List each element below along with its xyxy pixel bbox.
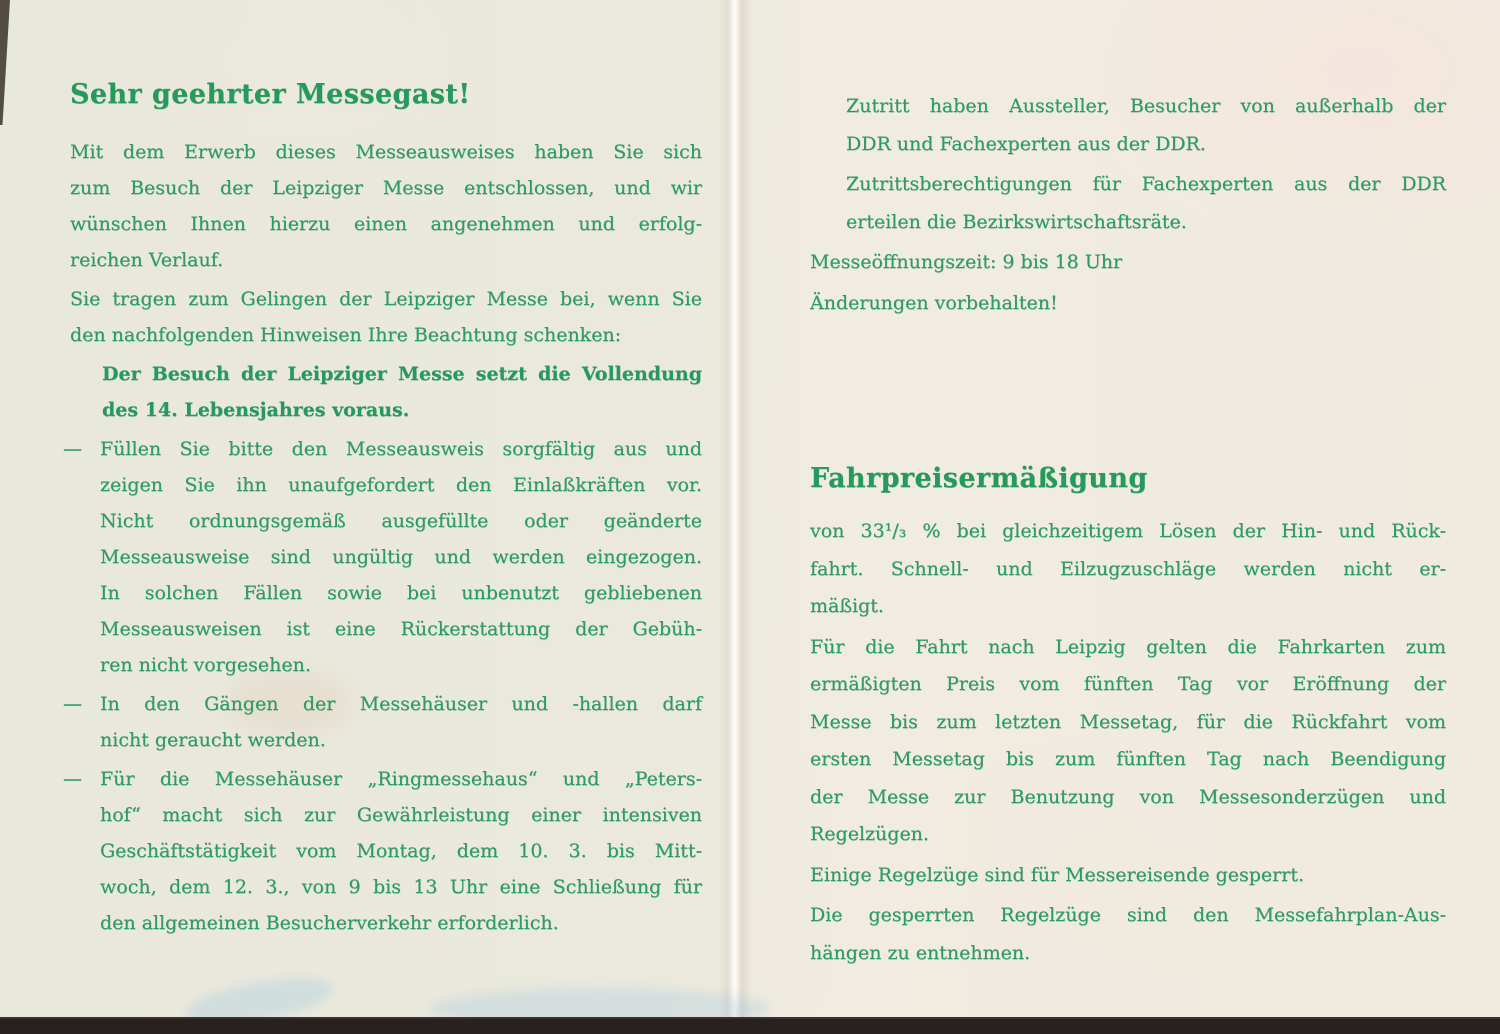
text-line: wünschen Ihnen hierzu einen angenehmen und erfolg- <box>70 213 702 235</box>
text-line: ermäßigten Preis vom fünften Tag vor Eröffnung der <box>810 673 1446 695</box>
text-line: Für die Fahrt nach Leipzig gelten die Fahrkarten zum <box>810 635 1446 658</box>
rule-item-text <box>100 431 702 683</box>
text-line: Zutritt haben Aussteller, Besucher von außerhalb der <box>846 95 1446 117</box>
opening-hours-line: Messeöffnungszeit: 9 bis 18 Uhr <box>810 251 1123 273</box>
fare-reduction-heading: Fahrpreisermäßigung <box>810 463 1148 494</box>
text-line: Regelzügen. <box>810 823 929 845</box>
text-line: Zutrittsberechtigungen für Fachexperten aus der DDR <box>846 173 1446 195</box>
text-line: nicht geraucht werden. <box>100 729 326 751</box>
authorization-paragraph <box>810 166 1446 241</box>
text-line: den allgemeinen Besucherverkehr erforderlich. <box>100 912 559 934</box>
fare-validity-paragraph <box>810 629 1446 854</box>
fare-intro-paragraph <box>810 513 1446 626</box>
intro-paragraph <box>70 134 702 278</box>
scan-edge-corner <box>0 0 10 125</box>
appeal-paragraph <box>70 281 702 353</box>
right-page <box>810 88 1446 975</box>
text-line: Sie tragen zum Gelingen der Leipziger Messe bei, wenn Sie <box>70 288 702 310</box>
text-line: zum Besuch der Leipziger Messe entschlossen, und wir <box>70 177 702 199</box>
text-line: Die gesperrten Regelzüge sind den Messefahrplan-Aus- <box>810 904 1446 926</box>
text-line: Messeausweise sind ungültig und werden eingezogen. <box>100 546 702 568</box>
text-line: Messeausweisen ist eine Rückerstattung der Gebüh- <box>100 618 702 640</box>
rule-item-no-smoking <box>63 686 702 758</box>
text-line: von 33¹/₃ % bei gleichzeitigem Lösen der Hin- und Rück- <box>810 520 1446 542</box>
rule-item-fill-in <box>63 431 702 683</box>
text-line: des 14. Lebensjahres voraus. <box>102 399 410 421</box>
blocked-trains-info-paragraph <box>810 897 1446 972</box>
text-line: Mit dem Erwerb dieses Messeausweises haben Sie sich <box>70 141 702 163</box>
text-line: DDR und Fachexperten aus der DDR. <box>846 132 1206 155</box>
admission-paragraph <box>810 88 1446 163</box>
dash-marker: — <box>63 768 82 790</box>
dash-marker: — <box>63 693 82 715</box>
text-line: ersten Messetag bis zum fünften Tag nach Beendigung <box>810 748 1446 770</box>
text-line: Der Besuch der Leipziger Messe setzt die Vollendung <box>102 363 702 385</box>
scan-edge-bottom <box>0 1017 1500 1034</box>
text-line: ren nicht vorgesehen. <box>100 654 311 676</box>
text-line: mäßigt. <box>810 595 884 617</box>
rule-item-text <box>100 686 702 758</box>
text-line: In solchen Fällen sowie bei unbenutzt gebliebenen <box>100 582 702 604</box>
text-line: zeigen Sie ihn unaufgefordert den Einlaßkräften vor. <box>100 474 702 496</box>
fold-crease <box>718 0 752 1034</box>
left-page <box>63 78 702 944</box>
text-line: der Messe zur Benutzung von Messesonderzügen und <box>810 785 1446 808</box>
dash-marker: — <box>63 438 82 460</box>
text-line: fahrt. Schnell- und Eilzugzuschläge werden nicht er- <box>810 557 1446 580</box>
text-line: Geschäftstätigkeit vom Montag, dem 10. 3. bis Mitt- <box>100 840 702 862</box>
changes-note-line: Änderungen vorbehalten! <box>810 291 1058 314</box>
rule-item-text <box>100 761 702 941</box>
text-line: Füllen Sie bitte den Messeausweis sorgfältig aus und <box>100 438 702 460</box>
text-line: den nachfolgenden Hinweisen Ihre Beachtung schenken: <box>70 324 622 346</box>
greeting-heading: Sehr geehrter Messegast! <box>70 79 471 110</box>
text-line: hängen zu entnehmen. <box>810 941 1031 964</box>
text-line: In den Gängen der Messehäuser und -hallen darf <box>100 693 702 715</box>
text-line: Für die Messehäuser „Ringmessehaus“ und „Peters- <box>100 768 702 790</box>
text-line: hof“ macht sich zur Gewährleistung einer intensiven <box>100 804 702 826</box>
text-line: Nicht ordnungsgemäß ausgefüllte oder geänderte <box>100 510 702 532</box>
text-line: Messe bis zum letzten Messetag, für die Rückfahrt vom <box>810 710 1446 733</box>
text-line: reichen Verlauf. <box>70 249 224 271</box>
text-line: woch, dem 12. 3., von 9 bis 13 Uhr eine Schließung für <box>100 876 702 898</box>
age-requirement-paragraph <box>70 356 702 428</box>
text-line: erteilen die Bezirkswirtschaftsräte. <box>846 210 1187 233</box>
blocked-trains-line: Einige Regelzüge sind für Messereisende gesperrt. <box>810 863 1305 886</box>
rule-item-closing-times <box>63 761 702 941</box>
